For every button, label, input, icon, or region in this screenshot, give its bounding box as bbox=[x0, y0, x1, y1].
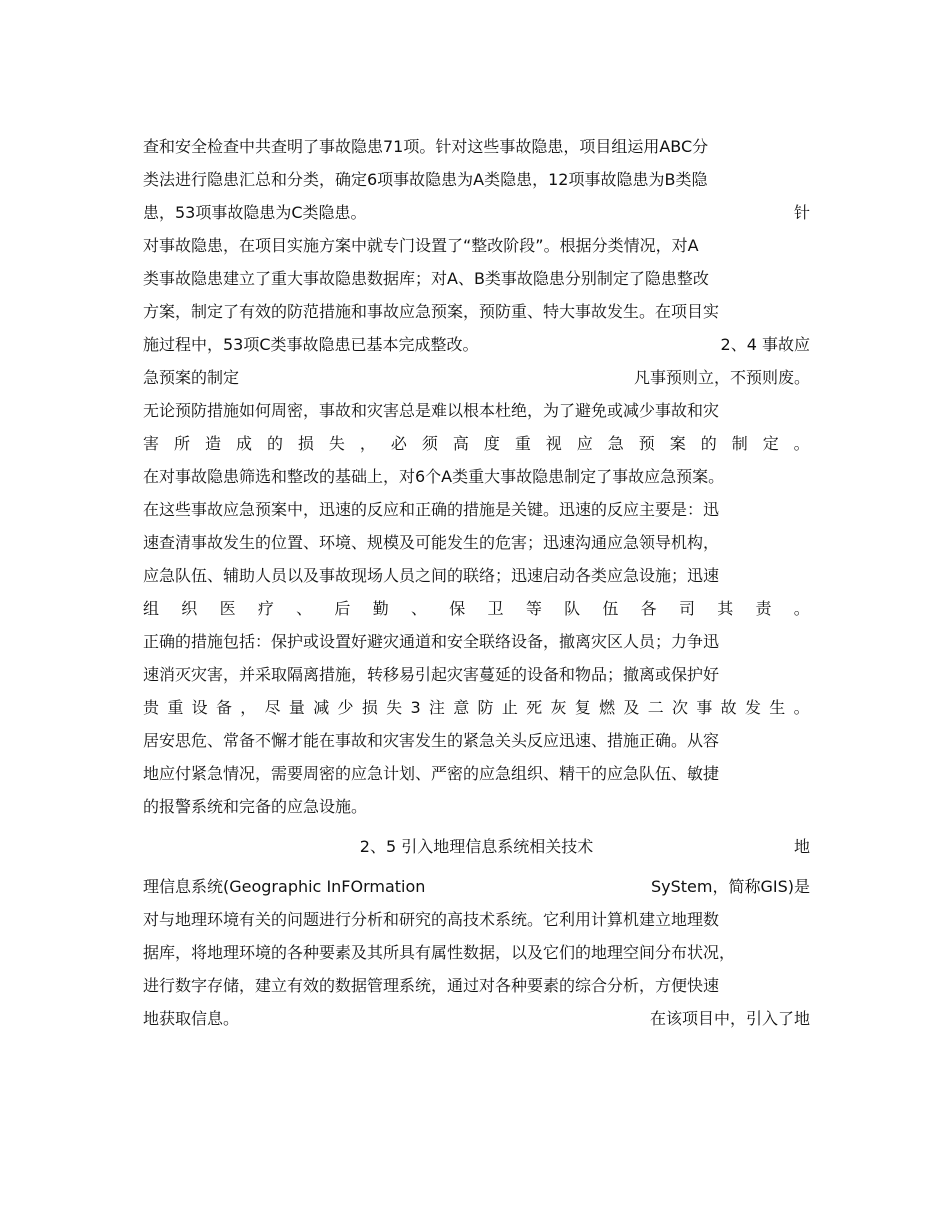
text-line: 速查清事故发生的位置、环境、规模及可能发生的危害；迅速沟通应急领导机构， bbox=[143, 533, 720, 552]
text-char: 复 bbox=[574, 698, 591, 717]
text-char: 故 bbox=[720, 698, 737, 717]
text-char: 队 bbox=[564, 599, 581, 618]
text-char: 意 bbox=[453, 698, 470, 717]
text-char: 注 bbox=[428, 698, 445, 717]
text-line: 对事故隐患，在项目实施方案中就专门设置了“整改阶段”。根据分类情况，对A bbox=[143, 236, 699, 255]
text-segment: 施过程中，53项C类事故隐患已基本完成整改。 bbox=[143, 335, 479, 354]
text-char: 高 bbox=[452, 434, 469, 453]
text-char: 后 bbox=[334, 599, 351, 618]
text-char: 设 bbox=[191, 698, 208, 717]
section-heading: 急预案的制定 bbox=[143, 368, 240, 387]
text-segment: 地 bbox=[793, 837, 810, 856]
text-char: 应 bbox=[576, 434, 593, 453]
text-char: 。 bbox=[793, 434, 810, 453]
text-char: 、 bbox=[410, 599, 427, 618]
text-line: 居安思危、常备不懈才能在事故和灾害发生的紧急关头反应迅速、措施正确。从容 bbox=[143, 731, 720, 750]
text-char: 伍 bbox=[602, 599, 619, 618]
text-char: 的 bbox=[700, 434, 717, 453]
text-char: 损 bbox=[297, 434, 314, 453]
text-line: 无论预防措施如何周密，事故和灾害总是难以根本杜绝，为了避免或减少事故和灾 bbox=[143, 401, 720, 420]
text-char: 、 bbox=[296, 599, 313, 618]
text-line: 查和安全检查中共查明了事故隐患71项。针对这些事故隐患，项目组运用ABC分 bbox=[143, 137, 709, 156]
text-char: 必 bbox=[390, 434, 407, 453]
text-line: 速消灭灾害，并采取隔离措施，转移易引起灾害蔓延的设备和物品；撤离或保护好 bbox=[143, 665, 720, 684]
text-char: 事 bbox=[696, 698, 713, 717]
text-line bbox=[143, 330, 810, 360]
text-char: 重 bbox=[167, 698, 184, 717]
text-char: 灰 bbox=[550, 698, 567, 717]
text-char: 其 bbox=[717, 599, 734, 618]
text-char: 害 bbox=[143, 434, 160, 453]
text-segment: 地获取信息。 bbox=[143, 1009, 240, 1028]
text-line bbox=[143, 1004, 810, 1034]
text-char: 勤 bbox=[372, 599, 389, 618]
text-char: 尽 bbox=[264, 698, 281, 717]
text-segment bbox=[143, 832, 303, 862]
text-char: ， bbox=[359, 434, 376, 453]
text-line: 的报警系统和完备的应急设施。 bbox=[143, 797, 368, 816]
text-segment: 患，53项事故隐患为C类隐患。 bbox=[143, 203, 367, 222]
text-line bbox=[143, 693, 810, 723]
text-char: 等 bbox=[525, 599, 542, 618]
text-char: 。 bbox=[793, 698, 810, 717]
text-segment: 在该项目中，引入了地 bbox=[649, 1009, 810, 1028]
section-heading: 2、5 引入地理信息系统相关技术 bbox=[359, 837, 594, 856]
text-segment: 针 bbox=[793, 203, 810, 222]
text-char: 量 bbox=[288, 698, 305, 717]
text-line bbox=[143, 429, 810, 459]
text-line bbox=[143, 363, 810, 393]
text-line: 正确的措施包括：保护或设置好避灾通道和安全联络设备，撤离灾区人员；力争迅 bbox=[143, 632, 720, 651]
text-char: 织 bbox=[181, 599, 198, 618]
text-char: 保 bbox=[449, 599, 466, 618]
text-line: 进行数字存储，建立有效的数据管理系统，通过对各种要素的综合分析，方便快速 bbox=[143, 976, 720, 995]
text-line: 据库，将地理环境的各种要素及其所具有属性数据，以及它们的地理空间分布状况， bbox=[143, 943, 736, 962]
text-line: 地应付紧急情况，需要周密的应急计划、严密的应急组织、精干的应急队伍、敏捷 bbox=[143, 764, 720, 783]
text-char: 责 bbox=[755, 599, 772, 618]
text-line bbox=[143, 832, 810, 862]
text-segment: 凡事预则立，不预则废。 bbox=[633, 368, 810, 387]
text-char: 所 bbox=[173, 434, 190, 453]
text-char: 二 bbox=[647, 698, 664, 717]
text-char: 制 bbox=[731, 434, 748, 453]
text-segment: 理信息系统(Geographic InFOrmation bbox=[143, 877, 426, 896]
text-char: 及 bbox=[623, 698, 640, 717]
text-char: 防 bbox=[477, 698, 494, 717]
text-char: 度 bbox=[483, 434, 500, 453]
text-line: 类事故隐患建立了重大事故隐患数据库；对A、B类事故隐患分别制定了隐患整改 bbox=[143, 269, 709, 288]
text-char: 止 bbox=[501, 698, 518, 717]
text-char: 发 bbox=[744, 698, 761, 717]
text-char: 备 bbox=[215, 698, 232, 717]
text-line: 应急队伍、辅助人员以及事故现场人员之间的联络；迅速启动各类应急设施；迅速 bbox=[143, 566, 720, 585]
text-char: 司 bbox=[678, 599, 695, 618]
text-char: 3 bbox=[410, 698, 421, 717]
text-char: 少 bbox=[337, 698, 354, 717]
text-char: 减 bbox=[313, 698, 330, 717]
text-char: 卫 bbox=[487, 599, 504, 618]
text-char: 造 bbox=[204, 434, 221, 453]
text-char: 预 bbox=[638, 434, 655, 453]
text-char: 贵 bbox=[143, 698, 160, 717]
text-char: 视 bbox=[545, 434, 562, 453]
text-char: 失 bbox=[386, 698, 403, 717]
text-char: 重 bbox=[514, 434, 531, 453]
text-char: 急 bbox=[607, 434, 624, 453]
text-char: 失 bbox=[328, 434, 345, 453]
text-line bbox=[143, 872, 810, 902]
text-line: 方案，制定了有效的防范措施和事故应急预案，预防重、特大事故发生。在项目实 bbox=[143, 302, 720, 321]
text-line: 在对事故隐患筛选和整改的基础上，对6个A类重大事故隐患制定了事故应急预案。 bbox=[143, 467, 725, 486]
text-char: ， bbox=[240, 698, 257, 717]
text-line bbox=[143, 594, 810, 624]
text-line: 在这些事故应急预案中，迅速的反应和正确的措施是关键。迅速的反应主要是：迅 bbox=[143, 500, 720, 519]
text-char: 燃 bbox=[599, 698, 616, 717]
text-char: 。 bbox=[793, 599, 810, 618]
text-segment: SyStem，简称GIS)是 bbox=[650, 877, 810, 896]
text-line: 对与地理环境有关的问题进行分析和研究的高技术系统。它利用计算机建立地理数 bbox=[143, 910, 720, 929]
text-char: 案 bbox=[669, 434, 686, 453]
text-line: 类法进行隐患汇总和分类，确定6项事故隐患为A类隐患，12项事故隐患为B类隐 bbox=[143, 170, 708, 189]
text-char: 组 bbox=[143, 599, 160, 618]
text-line bbox=[143, 198, 810, 228]
text-char: 的 bbox=[266, 434, 283, 453]
text-char: 死 bbox=[526, 698, 543, 717]
text-char: 医 bbox=[219, 599, 236, 618]
text-char: 各 bbox=[640, 599, 657, 618]
text-char: 定 bbox=[762, 434, 779, 453]
text-char: 损 bbox=[361, 698, 378, 717]
section-heading: 2、4 事故应 bbox=[720, 335, 810, 354]
text-char: 须 bbox=[421, 434, 438, 453]
text-char: 次 bbox=[672, 698, 689, 717]
text-char: 生 bbox=[769, 698, 786, 717]
text-char: 成 bbox=[235, 434, 252, 453]
text-char: 疗 bbox=[257, 599, 274, 618]
